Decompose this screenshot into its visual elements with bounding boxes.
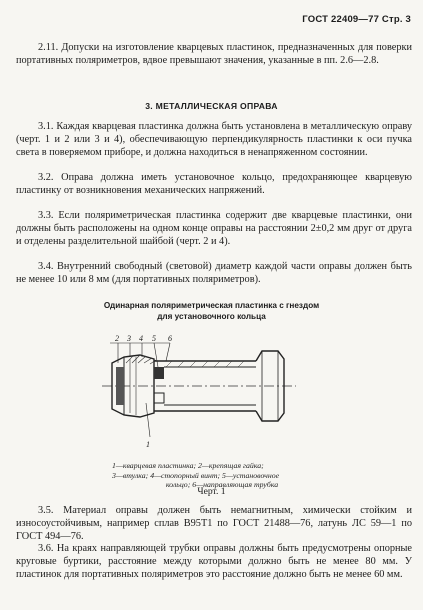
label-6: 6	[168, 334, 172, 343]
label-5: 5	[152, 334, 156, 343]
label-1: 1	[146, 440, 150, 449]
mount-drawing	[96, 333, 326, 455]
paragraph-3-2: 3.2. Оправа должна иметь установочное кольцо, предохраняющее кварцевую пластинку от возникновения механических напряжений.	[16, 172, 412, 196]
set-screw	[154, 367, 164, 379]
label-2: 2	[115, 334, 119, 343]
label-3: 3	[127, 334, 131, 343]
figure-title-line-2: для установочного кольца	[157, 311, 266, 321]
paragraph-3-3: 3.3. Если поляриметрическая пластинка содержит две кварцевые пластинки, они должны быть расположены на одном конце оправы на расстоянии 2±0,2 мм друг от друга и отделены разделительной шайбой (черт. 2 и 4).	[16, 210, 412, 247]
legend-line-1: 1—кварцевая пластинка; 2—крепящая гайка;	[112, 461, 264, 470]
paragraph-3-5: 3.5. Материал оправы должен быть немагнитным, химически стойким и износоустойчивым, например сплав В95Т1 по ГОСТ 21488—76, латунь ЛС 59—1 по ГОСТ 494—76.	[16, 505, 412, 542]
figure-title-line-1: Одинарная поляриметрическая пластинка с гнездом	[103, 301, 320, 310]
paragraph-3-6: 3.6. На краях направляющей трубки оправы должны быть предусмотрены опорные круговые буртики, расстояние между которыми должно быть не менее 80 мм. У пластинок для портативных поляриметров это расстояние должно быть не менее 60 мм.	[16, 543, 412, 580]
paragraph-2-11: 2.11. Допуски на изготовление кварцевых пластинок, предназначенных для поверки портативных поляриметров, вдвое превышают значения, указанные в пп. 2.6—2.8.	[16, 42, 412, 66]
paragraph-3-4: 3.4. Внутренний свободный (световой) диаметр каждой части оправы должен быть не менее 10 или 8 мм (для портативных поляриметров).	[16, 261, 412, 285]
figure-caption: Черт. 1	[197, 486, 226, 497]
figure-title	[0, 301, 423, 322]
page-header: ГОСТ 22409—77 Стр. 3	[302, 14, 411, 25]
label-4: 4	[139, 334, 143, 343]
section-title: 3. МЕТАЛЛИЧЕСКАЯ ОПРАВА	[145, 101, 278, 111]
legend-line-3: кольцо; 6—направляющая трубка	[165, 480, 279, 490]
paragraph-3-1: 3.1. Каждая кварцевая пластинка должна быть установлена в металлическую оправу (черт. 1 и 2 или 3 и 4), обеспечивающую перпендикулярность пластинки к оси пучка света в поверяемом приборе, и должна находиться в ненапряженном состоянии.	[16, 121, 412, 158]
quartz-plate	[116, 367, 124, 405]
legend-line-2: 3—втулка; 4—стопорный винт; 5—установочное	[112, 470, 280, 480]
setting-ring	[154, 393, 164, 403]
hatch-tube	[166, 361, 244, 367]
